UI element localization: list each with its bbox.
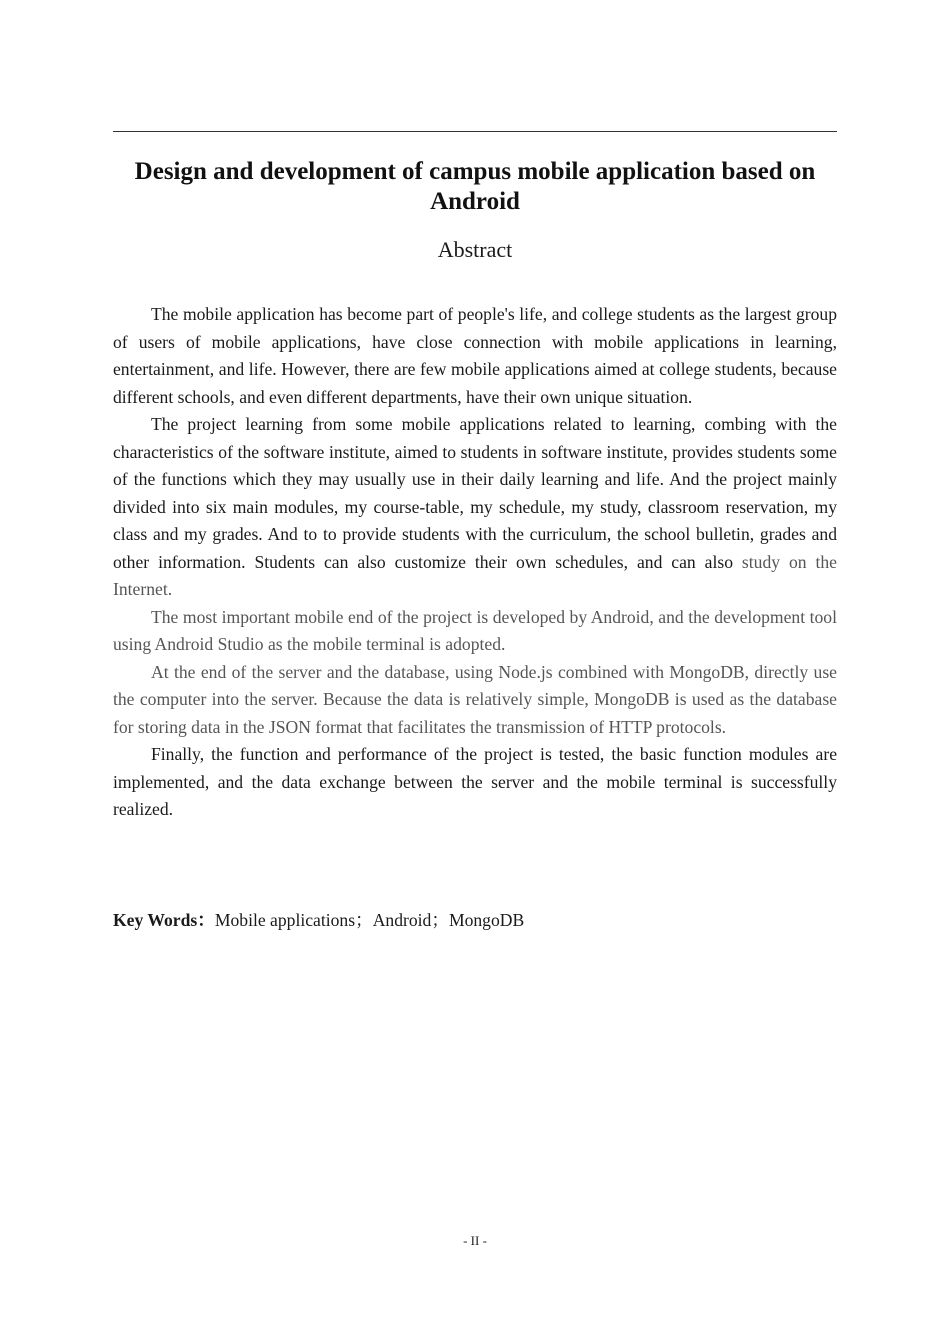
abstract-paragraph [113,301,837,411]
keyword: Android [372,910,432,930]
header-rule [113,131,837,132]
keyword-separator: ； [431,910,449,930]
keywords-line [113,907,837,935]
paragraph-text-gray: study on the Internet. [113,551,837,599]
keyword-separator: ； [355,910,373,930]
page-title: Design and development of campus mobile application based on Android [134,158,816,215]
paragraph-text: At the end of the server and the database, using Node.js combined with MongoDB, directly use the computer into the server. Because the data is relatively simple, MongoDB is used as the database for storing data in the JSON format that facilitates the transmission of HTTP protocols. [113,661,837,737]
abstract-paragraph [113,659,837,742]
abstract-heading: Abstract [437,237,513,262]
paragraph-text: Finally, the function and performance of the project is tested, the basic function modules are implemented, and the data exchange between the server and the mobile terminal is successfully realized. [113,744,837,819]
abstract-paragraph [113,411,837,604]
paragraph-text: The project learning from some mobile applications related to learning, combing with the characteristics of the software institute, aimed to students in software institute, provides students some of the functions which they may usually use in their daily learning and life. And the project mainly divided into six main modules, my course-table, my schedule, my study, classroom reservation, my class and my grades. And to to provide students with the curriculum, the school bulletin, grades and other information. Students can also customize their own schedules, and can also [113,414,837,572]
keyword: Mobile applications [214,910,356,930]
paragraph-text: The most important mobile end of the project is developed by Android, and the development tool using Android Studio as the mobile terminal is adopted. [113,606,837,654]
keywords-label: Key Words： [113,910,215,930]
abstract-paragraph [113,604,837,659]
paragraph-text: The mobile application has become part of people's life, and college students as the largest group of users of mobile applications, have close connection with mobile applications in learning, entertainment, and life. However, there are few mobile applications aimed at college students, because different schools, and even different departments, have their own unique situation. [113,304,837,407]
page-number: - II - [463,1233,487,1248]
abstract-paragraph [113,741,837,824]
keyword: MongoDB [448,910,525,930]
abstract-body [113,301,837,824]
